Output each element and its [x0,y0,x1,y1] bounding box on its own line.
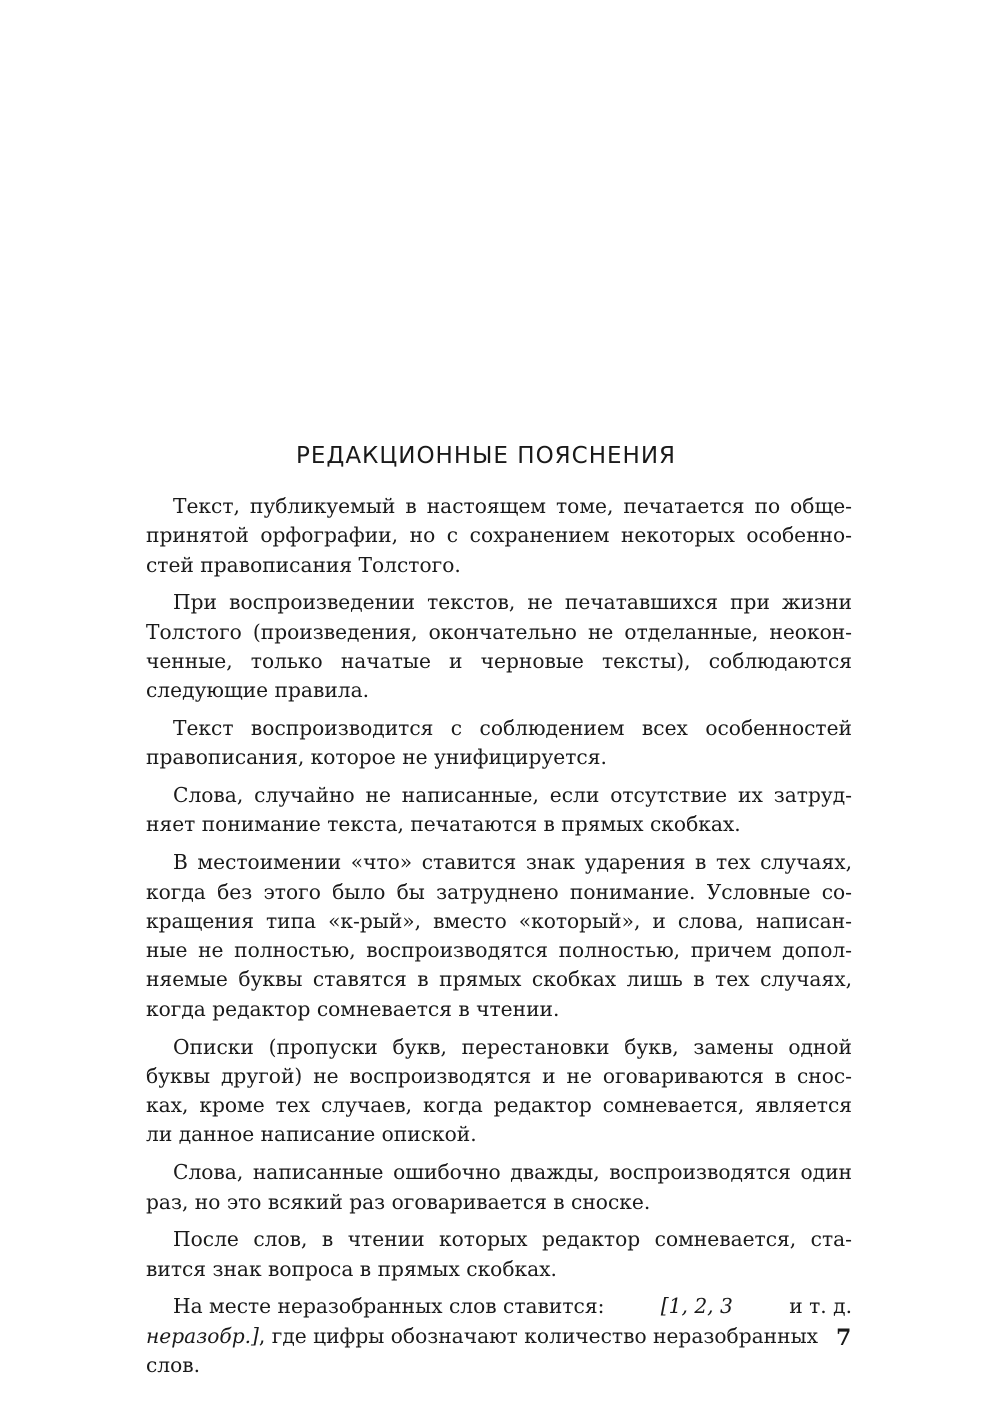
text-line: слов. [146,1353,201,1378]
text-line: После слов, в чтении которых редактор сомневается, ста- [173,1227,852,1252]
paragraph-2 [146,588,852,705]
text-fragment: , где цифры обозначают количество неразобранных [258,1323,819,1348]
page-number: 7 [836,1325,852,1351]
text-fragment: На месте неразобранных слов ставится: [173,1294,605,1319]
text-line: В местоимении «что» ставится знак ударения в тех случаях, [173,850,852,875]
text-line: Слова, написанные ошибочно дважды, воспроизводятся один [173,1160,852,1185]
paragraph-9 [146,1292,852,1380]
text-fragment: и т. д. [789,1294,852,1319]
text-line: когда без этого было бы затруднено понимание. Условные со- [146,879,852,904]
paragraph-8 [146,1225,852,1284]
text-line: При воспроизведении текстов, не печатавшихся при жизни [173,590,852,615]
text-line: стей правописания Толстого. [146,552,461,577]
text-line: ные не полностью, воспроизводятся полностью, причем допол- [146,938,852,963]
text-line: буквы другой) не воспроизводятся и не оговариваются в снос- [146,1063,852,1088]
paragraph-7 [146,1158,852,1217]
text-line: ли данное написание опиской. [146,1122,477,1147]
text-line [146,1322,852,1351]
text-line: ченные, только начатые и черновые тексты), соблюдаются [146,648,852,673]
text-line: правописания, которое не унифицируется. [146,745,607,770]
text-line: ках, кроме тех случаев, когда редактор сомневается, является [146,1093,852,1118]
paragraph-5 [146,848,852,1024]
text-fragment-group [146,1322,818,1351]
page-title: РЕДАКЦИОННЫЕ ПОЯСНЕНИЯ [295,443,677,469]
text-line: Текст, публикуемый в настоящем томе, печатается по обще- [173,494,852,518]
text-line [146,1292,852,1321]
text-line: кращения типа «к-рый», вместо «который», и слова, написан- [146,908,852,933]
text-line: следующие правила. [146,678,370,703]
text-line: Толстого (произведения, окончательно не отделанные, неокон- [146,619,852,644]
text-line: Текст воспроизводится с соблюдением всех особенностей [173,716,852,741]
text-line: принятой орфографии, но с сохранением некоторых особенно- [146,523,852,548]
italic-fragment: [1, 2, 3 [660,1294,733,1319]
paragraph-3 [146,714,852,773]
text-line: вится знак вопроса в прямых скобках. [146,1256,557,1281]
italic-fragment: неразобр.] [146,1323,259,1348]
paragraph-1 [146,492,852,580]
text-line: Описки (пропуски букв, перестановки букв, замены одной [173,1034,852,1059]
paragraph-4 [146,781,852,840]
body-text [146,492,852,1389]
text-line: Слова, случайно не написанные, если отсутствие их затруд- [173,783,852,808]
text-line: няемые буквы ставятся в прямых скобках лишь в тех случаях, [146,967,852,992]
paragraph-6 [146,1033,852,1150]
text-line: няет понимание текста, печатаются в прямых скобках. [146,812,741,837]
text-line: когда редактор сомневается в чтении. [146,996,560,1021]
text-line: раз, но это всякий раз оговаривается в сноске. [146,1189,651,1214]
